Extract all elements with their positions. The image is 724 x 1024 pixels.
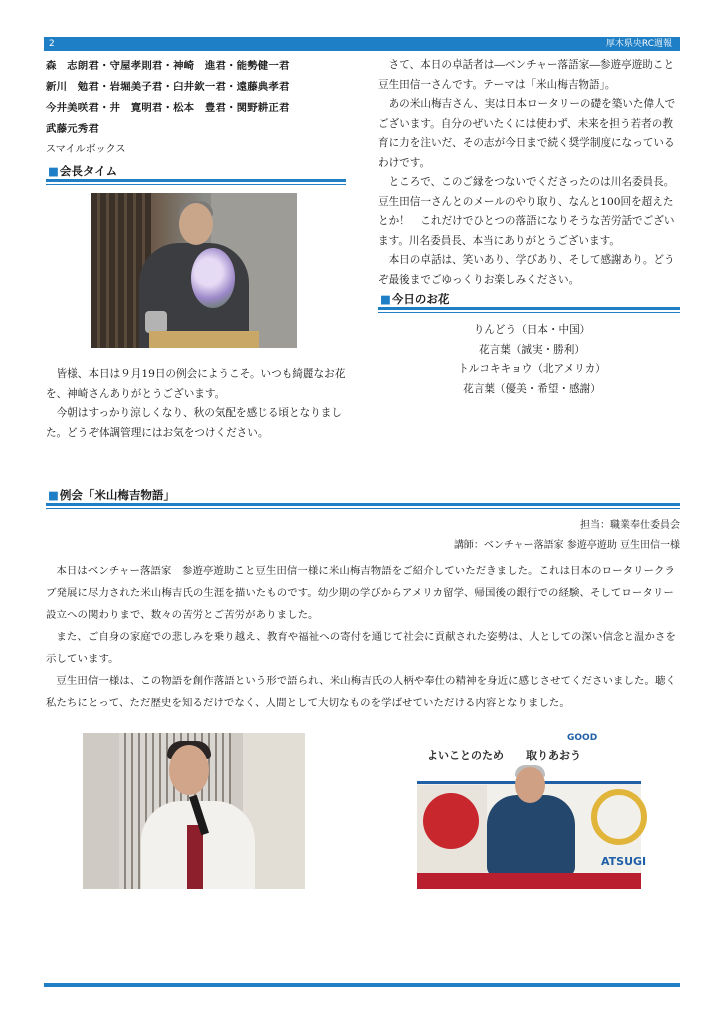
flower-item: 花言葉（誠実・勝利） bbox=[479, 343, 585, 356]
president-paragraph: 今朝はすっかり涼しくなり、秋の気配を感じる頃となりました。どうぞ体調管理にはお気をつけください。 bbox=[46, 407, 342, 439]
flower-list bbox=[378, 321, 680, 399]
club-name-text: ATSUGI bbox=[601, 855, 647, 868]
president-speech-photo bbox=[91, 193, 297, 348]
rotary-wheel-icon bbox=[591, 789, 647, 845]
flower-item: りんどう（日本・中国） bbox=[473, 324, 591, 336]
member-line: 武藤元秀君 bbox=[46, 123, 99, 135]
flower-item: トルコキキョウ（北アメリカ） bbox=[458, 363, 606, 375]
square-bullet-icon: ■ bbox=[48, 488, 59, 502]
meeting-heading bbox=[46, 487, 680, 506]
meeting-credits bbox=[46, 516, 680, 556]
intro-paragraph: あの米山梅吉さん、実は日本ロータリーの礎を築いた偉人でございます。自分のぜいたくには使わず、未来を担う若者の教育に力を注いだ、その志が今日まで続く奨学制度になっているわけです。 bbox=[378, 98, 676, 169]
in-charge-line: 担当：職業奉仕委員会 bbox=[580, 520, 680, 531]
heading-text: 会長タイム bbox=[59, 164, 118, 178]
page-header-bar bbox=[44, 37, 680, 51]
heading-text: 例会「米山梅吉物語」 bbox=[59, 488, 175, 502]
flower-item: 花言葉（優美・希望・感謝） bbox=[463, 382, 601, 395]
meeting-section bbox=[46, 487, 680, 714]
todays-flowers-heading bbox=[378, 291, 680, 310]
square-bullet-icon: ■ bbox=[380, 292, 391, 306]
intro-paragraph: さて、本日の卓話者は―ベンチャー落語家―参遊亭遊助こと豆生田信一さんです。テーマは「米山梅吉物語」。 bbox=[378, 59, 675, 91]
right-column bbox=[378, 56, 680, 399]
heading-text: 今日のお花 bbox=[391, 292, 450, 306]
banner-logo-text: GOOD bbox=[567, 733, 598, 743]
meeting-paragraph: また、ご自身の家庭での悲しみを乗り越え、教育や福祉への寄付を通じて社会に貢献された姿勢は、人としての深い信念と温かさを示しています。 bbox=[46, 631, 676, 665]
president-time-heading bbox=[46, 163, 346, 182]
intro-paragraph: ところで、このご縁をつないでくださったのは川名委員長。豆生田信一さんとのメールのやり取り、なんと100回を超えたとか！ これだけでひとつの落語になりそうな苦労話でございます。川名委員長、本当にありがとうございます。 bbox=[378, 176, 675, 247]
speaker-microphone-photo bbox=[83, 733, 305, 889]
president-paragraph: 皆様、本日は９月19日の例会にようこそ。いつも綺麗なお花を、神崎さんありがとうございます。 bbox=[46, 368, 346, 400]
publication-name: 厚木県央RC週報 bbox=[605, 39, 672, 49]
member-line: 森 志朗君・守屋孝則君・神崎 進君・能勢健一君 bbox=[46, 60, 290, 72]
member-line: 今井美咲君・井 寛明君・松本 豊君・関野耕正君 bbox=[46, 102, 290, 114]
square-bullet-icon: ■ bbox=[48, 164, 59, 178]
meeting-paragraph: 豆生田信一様は、この物語を創作落語という形で語られ、米山梅吉氏の人柄や奉仕の精神を身近に感じさせてくださいました。聴く私たちにとって、ただ歴史を知るだけでなく、人間として大切なものを学ばせていただける内容となりました。 bbox=[46, 675, 676, 709]
member-line: 新川 勉君・岩堀美子君・臼井欽一君・遠藤典孝君 bbox=[46, 81, 290, 93]
page-number: 2 bbox=[49, 39, 55, 49]
banner-text: よいことのため 取りあおう bbox=[427, 749, 581, 762]
smile-box-label: スマイルボックス bbox=[46, 144, 126, 155]
meeting-paragraph: 本日はベンチャー落語家 参遊亭遊助こと豆生田信一様に米山梅吉物語をご紹介していただきました。これは日本のロータリークラブ発展に尽力された米山梅吉氏の生涯を描いたものです。幼少期の学びからアメリカ留学、帰国後の銀行での経験、そしてロータリー設立への関わりまで、数々の苦労とご苦労がありました。 bbox=[46, 565, 676, 621]
lecturer-line: 講師：ベンチャー落語家 参遊亭遊助 豆生田信一様 bbox=[453, 540, 680, 551]
intro-paragraph: 本日の卓話は、笑いあり、学びあり、そして感謝あり。どうぞ最後までごゆっくりお楽しみください。 bbox=[378, 254, 675, 286]
page-footer-bar bbox=[44, 983, 680, 987]
member-list bbox=[46, 56, 346, 140]
rakugo-performance-photo bbox=[417, 733, 647, 889]
